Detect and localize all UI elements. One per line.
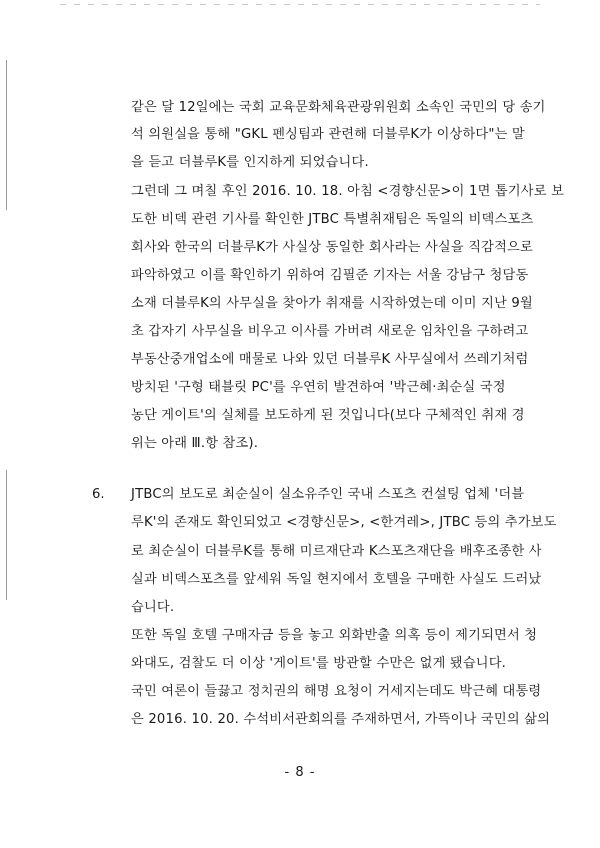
text-line: 국민 여론이 들끓고 정치권의 해명 요청이 거세지는데도 박근혜 대통령	[131, 684, 542, 699]
text-line: 부동산중개업소에 매물로 나와 있던 더블루K 사무실에서 쓰레기처럼	[131, 352, 529, 367]
scan-left-edge-mark	[6, 60, 7, 210]
text-line: 와대도, 검찰도 더 이상 '게이트'를 방관할 수만은 없게 됐습니다.	[131, 656, 507, 671]
paragraph-number: 6.	[92, 487, 105, 502]
text-line: 같은 달 12일에는 국회 교육문화체육관광위원회 소속인 국민의 당 송기	[131, 100, 546, 115]
text-line: 습니다.	[131, 600, 175, 615]
text-line: 위는 아래 Ⅲ.항 참조).	[131, 436, 259, 451]
text-line: JTBC의 보도로 최순실이 실소유주인 국내 스포츠 컨설팅 업체 '더블	[131, 487, 525, 502]
text-line: 농단 게이트'의 실체를 보도하게 된 것입니다(보다 구체적인 취재 경	[131, 408, 525, 423]
scan-left-edge-mark	[6, 470, 7, 600]
text-line: 은 2016. 10. 20. 수석비서관회의를 주재하면서, 가뜩이나 국민의 삶의	[131, 712, 551, 727]
scan-top-mark	[60, 4, 540, 5]
text-line: 그런데 그 며칠 후인 2016. 10. 18. 아침 <경향신문>이 1면 톱기사로 보	[131, 184, 565, 199]
text-line: 회사와 한국의 더블루K가 사실상 동일한 회사라는 사실을 직감적으로	[131, 240, 533, 255]
text-line: 방치된 '구형 태블릿 PC'를 우연히 발견하여 '박근혜·최순실 국정	[131, 380, 506, 395]
text-line: 소재 더블루K의 사무실을 찾아가 취재를 시작하였는데 이미 지난 9월	[131, 296, 533, 311]
text-line: 루K'의 존재도 확인되었고 <경향신문>, <한겨레>, JTBC 등의 추가보도	[131, 515, 557, 530]
text-line: 을 듣고 더블루K를 인지하게 되었습니다.	[131, 155, 369, 170]
text-line: 실과 비덱스포츠를 앞세워 독일 현지에서 호텔을 구매한 사실도 드러났	[131, 572, 542, 587]
page-number: - 8 -	[284, 765, 316, 780]
text-line: 또한 독일 호텔 구매자금 등을 놓고 외화반출 의혹 등이 제기되면서 청	[131, 628, 538, 643]
text-line: 석 의원실을 통해 "GKL 펜싱팀과 관련해 더블루K가 이상하다"는 말	[131, 127, 525, 142]
text-line: 초 갑자기 사무실을 비우고 이사를 가버려 새로운 임차인을 구하려고	[131, 324, 529, 339]
text-line: 로 최순실이 더블루K를 통해 미르재단과 K스포츠재단을 배후조종한 사	[131, 544, 542, 559]
text-line: 도한 비덱 관련 기사를 확인한 JTBC 특별취재팀은 독일의 비덱스포츠	[131, 212, 534, 227]
text-line: 파악하였고 이를 확인하기 위하여 김필준 기자는 서울 강남구 청담동	[131, 268, 529, 283]
